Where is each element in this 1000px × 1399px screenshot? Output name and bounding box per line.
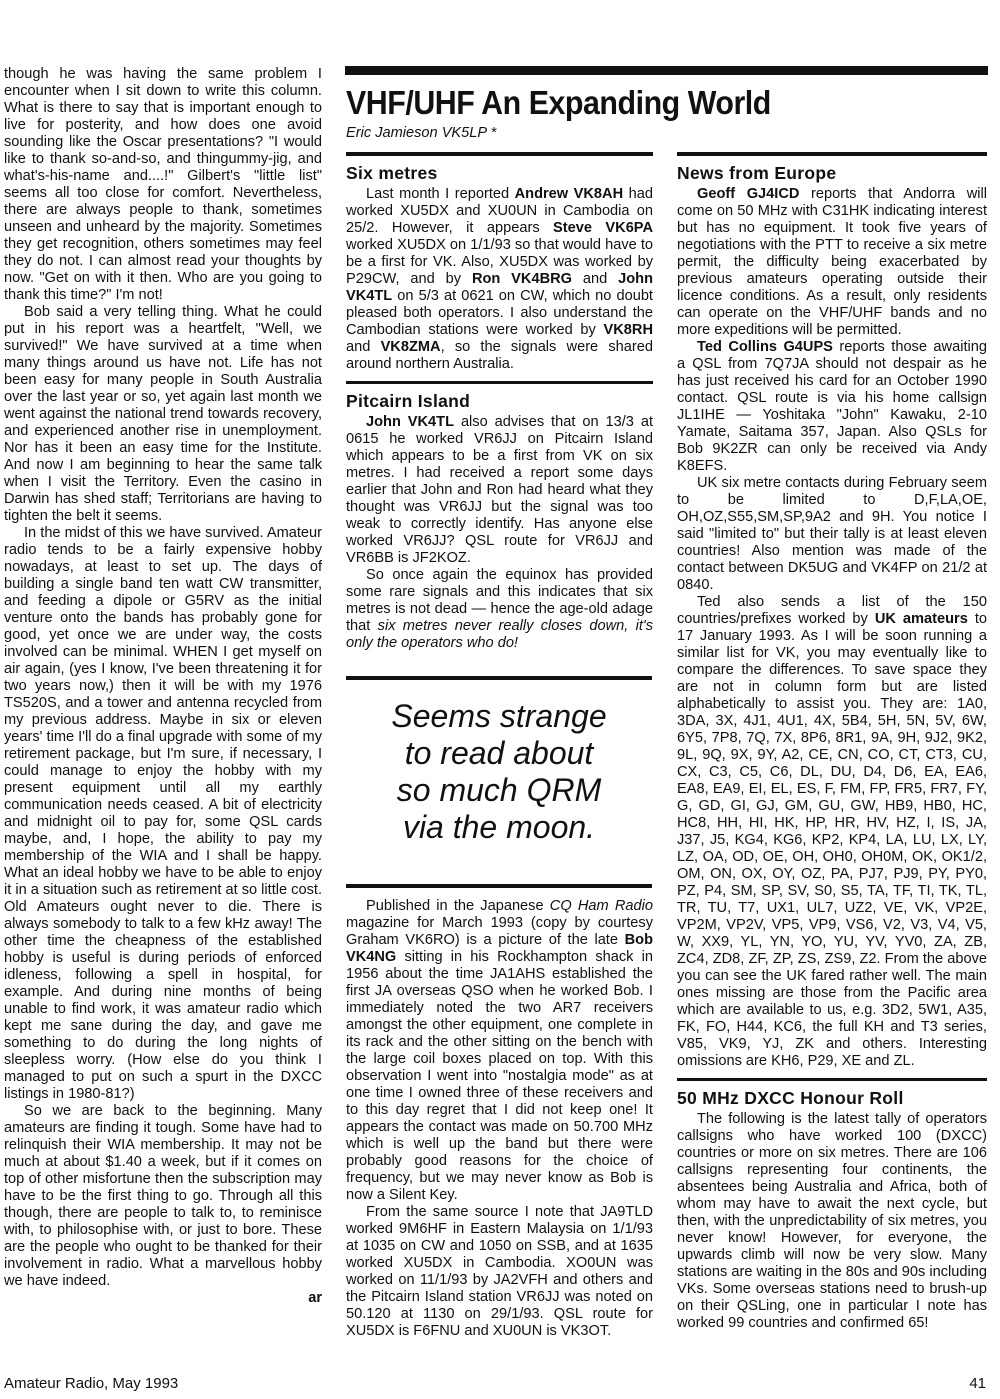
column-right	[677, 162, 987, 1332]
pull-quote	[346, 676, 652, 888]
footer-publication: Amateur Radio, May 1993	[4, 1375, 179, 1392]
pull-quote-line: via the moon.	[402, 809, 596, 845]
column-middle-lower	[346, 898, 653, 1340]
page-number: 41	[969, 1375, 986, 1392]
section-heading-europe: News from Europe	[677, 163, 837, 183]
section-rule	[677, 152, 987, 156]
pull-quote-line: to read about	[404, 735, 594, 771]
paragraph: Ted also sends a list of the 150 countries/prefixes worked by UK amateurs to 17 January 1993. As I will be soon running a similar list for VK, you may eventually like to compare the differences. To save space they are not in column form but are listed alphabetically to assist you. They are: 1A0, 3DA, 3X, 4J1, 4U1, 4X, 5B4, 5H, 5N, 5V, 6W, 6Y5, 7P8, 7Q, 7X, 8P6, 8R1, 9A, 9H, 9J2, 9K2, 9L, 9Q, 9X, 9Y, A2, CE, CN, CO, CT, CT3, CU, CX, C3, C5, C6, DL, DU, D4, D6, EA, EA6, EA8, EA9, EI, EL, ES, F, FM, FP, FR5, FR7, FY, G, GD, GI, GJ, GM, GU, GW, HB9, HB0, HC, HC8, HH, HI, HK, HP, HR, HV, HZ, I, IS, JA, J37, J5, KG4, KG6, KP2, KP4, LA, LU, LX, LY, LZ, OA, OD, OE, OH, OH0, OH0M, OK, OK1/2, OM, ON, OX, OY, OZ, PA, PJ7, PJ9, PY, PY0, PZ, P4, SM, SP, SV, S0, S5, TA, TF, TI, TK, TL, TR, TU, T7, UX1, UL7, UZ2, VE, VK, VP2E, VP2M, VP2V, VP5, VP9, VS6, V2, V3, V4, V5, W, XX9, YL, YN, YO, YU, YV, YV0, ZA, ZB, ZC4, ZD8, ZF, ZP, ZS, ZS9, Z2. From the above you can see the UK fared rather well. The main ones missing are those from the Pacific area which are available to us, e.g. 3D2, 5W1, A35, FK, FO, H44, KC6, the full KH and T3 series, V85, VK9, YJ, ZK and others. Interesting omissions are KH6, P29, XE and ZL.	[677, 594, 988, 1069]
paragraph: Geoff GJ4ICD reports that Andorra will come on 50 MHz with C31HK indicating interest but has no equipment. It took five years of negotiations with the PTT to receive a six metre permit, the difficulty being exacerbated by previous amateurs operating outside their licence conditions. As a result, only residents can operate on the VHF/UHF bands and no more expeditions will be permitted.	[677, 186, 987, 338]
pull-quote-line: so much QRM	[396, 772, 602, 808]
paragraph: The following is the latest tally of operators callsigns who have worked 100 (DXCC) countries or more on six metres. There are 106 callsigns representing four continents, the absentees being Australia and Africa, both of whom may have to await the next cycle, but then, with the unpredictability of six metres, you never know! However, for everyone, the upwards climb will now be very slow. Many stations are waiting in the 80s and 90s including VKs. Some overseas stations need to brush-up on their QSLing, one in particular I note has worked 99 countries and confirmed 65!	[677, 1111, 987, 1331]
paragraph: So once again the equinox has provided some rare signals and this indicates that six metres is not dead — hence the age-old adage that six metres never really closes down, it's only the operators who do!	[346, 567, 653, 651]
section-heading-six-metres: Six metres	[346, 163, 438, 183]
section-rule	[346, 381, 653, 384]
title-rule	[345, 66, 988, 75]
article-title: VHF/UHF An Expanding World	[346, 84, 771, 121]
pull-quote-line: Seems strange	[391, 698, 607, 734]
paragraph: Ted Collins G4UPS reports those awaiting a QSL from 7Q7JA should not despair as he has just received his card for an October 1990 contact. QSL route is via his home callsign JL1IHE — Yoshitaka "John" Kawaku, 2-10 Yamate, Saitama 357, Japan. Also QSLs for Bob 9K2ZR can only be received via Andy K8EFS.	[677, 339, 987, 474]
paragraph: John VK4TL also advises that on 13/3 at 0615 he worked VR6JJ on Pitcairn Island which appears to be a first from VK on six metres. I had received a report some days earlier that John and Ron had heard what they thought was VR6JJ but the signal was too weak to correctly identify. Has anyone else worked VR6JJ? QSL route for VR6JJ and VR6BB is JF2KOZ.	[346, 414, 653, 566]
paragraph: Last month I reported Andrew VK8AH had worked XU5DX and XU0UN in Cambodia on 25/2. However, it appears Steve VK6PA worked XU5DX on 1/1/93 so that would have to be a first for VK. Also, XU5DX was worked by P29CW, and by Ron VK4BRG and John VK4TL on 5/3 at 0621 on CW, which no doubt pleased both operators. I also understand the Cambodian stations were worked by VK8RH and VK8ZMA, so the signals were shared around northern Australia.	[346, 186, 654, 372]
paragraph: In the midst of this we have survived. Amateur radio tends to be a fairly expensive hobby nowadays, at least to set up. The days of building a single band ten watt CW transmitter, and feeding a dipole or G5RV as the initial venture onto the bands has probably gone for good, yet once we are under way, the costs involved can be minimal. WHEN I get myself on air again, (yes I know, I've been threatening it for two years now,) then it will be with my 1976 TS520S, and a tower and antenna recycled from my previous address. Maybe in six or eleven years' time I'll do a final upgrade with some of my retirement package, but I'm sure, if necessary, I could manage to enjoy the hobby with my present equipment until all my earthly communication needs ceased. A bit of electricity and midnight oil to pay for, some QSL cards maybe, and, I hope, the ability to pay my membership of the WIA and I shall be happy. What an ideal hobby we have to be able to enjoy it in a situation such as retirement at so little cost. Old Amateurs ought never to die. There is always somebody to talk to a few kHz away! The other time the cheapness of the established hobby is useful is during periods of enforced idleness, following a spell in hospital, for example. And during nine months of being unable to find work, it was amateur radio which kept me sane during the day, and gave me something to do during the long nights of sleepless worry. (How else do you think I managed to put on such a spurt in the DXCC listings in 1980-81?)	[4, 525, 322, 1102]
paragraph: So we are back to the beginning. Many amateurs are finding it tough. Some have had to relinquish their WIA membership. It may not be much at about $1.40 a week, but if it comes on top of other misfortune then the subscription may have to be the first thing to go. Through all this though, there are people to talk to, to reminisce with, to philosophise with, or just to bore. These are the people who ought to be thanked for their involvement in radio. What a marvellous hobby we have indeed.	[4, 1103, 322, 1289]
article-author: Eric Jamieson VK5LP *	[346, 125, 497, 141]
paragraph: Published in the Japanese CQ Ham Radio magazine for March 1993 (copy by courtesy Graham VK6RO) is a picture of the late Bob VK4NG sitting in his Rockhampton shack in 1956 about the time JA1AHS established the first JA overseas QSO when he worked Bob. I immediately noted the two AR7 receivers amongst the other equipment, one complete in its rack and the other sitting on the bench with the large coil boxes placed on top. With this observation I went into "nostalgia mode" as at one time I owned three of these receivers and to this day regret that I did not keep one! It appears the contact was made on 50.700 MHz which is well up the band but there were probably good reasons for the choice of frequency, but we may never know as Bob is now a Silent Key.	[346, 898, 653, 1203]
column-middle	[346, 162, 653, 652]
section-heading-pitcairn: Pitcairn Island	[346, 391, 471, 411]
paragraph: From the same source I note that JA9TLD worked 9M6HF in Eastern Malaysia on 1/1/93 at 1035 on CW and 1050 on SSB, and at 1635 worked XU5DX in Cambodia. XO0UN was worked on 11/1/93 by JA2VFH and others and the Pitcairn Island station VR6JJ was noted on 50.120 at 1130 on 29/1/93. QSL route for XU5DX is F6FNU and XU0UN is VK3OT.	[346, 1204, 653, 1339]
end-mark: ar	[308, 1290, 322, 1306]
paragraph: though he was having the same problem I encounter when I sit down to write this column. What is there to say that is important enough to live for posterity, and how does one avoid sounding like the Oscar presentations? "I would like to thank so-and-so, and thingummy-jig, and what's-his-name and....!" Gilbert's "little list" seems all too close for comfort. Nevertheless, there are always people to thank, sometimes unseen and unheard by the majority. Sometimes they get recognition, others sometimes may feel they do not. I can almost read your thoughts by now. "Get on with it then. Who are you going to thank this time?" I'm not!	[4, 66, 322, 303]
column-left	[4, 66, 322, 1307]
section-rule	[677, 1078, 987, 1081]
section-rule	[346, 152, 653, 156]
section-heading-honour-roll: 50 MHz DXCC Honour Roll	[677, 1088, 904, 1108]
paragraph: UK six metre contacts during February seem to be limited to D,F,LA,OE, OH,OZ,S55,SM,SP,9A2 and 9H. You notice I said "limited to" but their tally is at least eleven countries! Also mention was made of the contact between DK5UG and VK4FP on 21/2 at 0840.	[677, 475, 987, 593]
paragraph: Bob said a very telling thing. What he could put in his report was a heartfelt, "Well, we survived!" We have survived at a time when many things around us have not. Life has not been easy for many people in South Australia over the last year or so, yet again last month we went against the national trend towards recovery, and experienced another rise in unemployment. Nor has it been an easy time for the Institute. And now I am beginning to hear the same talk when I visit the Territory. Even the casino in Darwin has shed staff; Territorians are having to tighten the belt it seems.	[4, 304, 322, 524]
